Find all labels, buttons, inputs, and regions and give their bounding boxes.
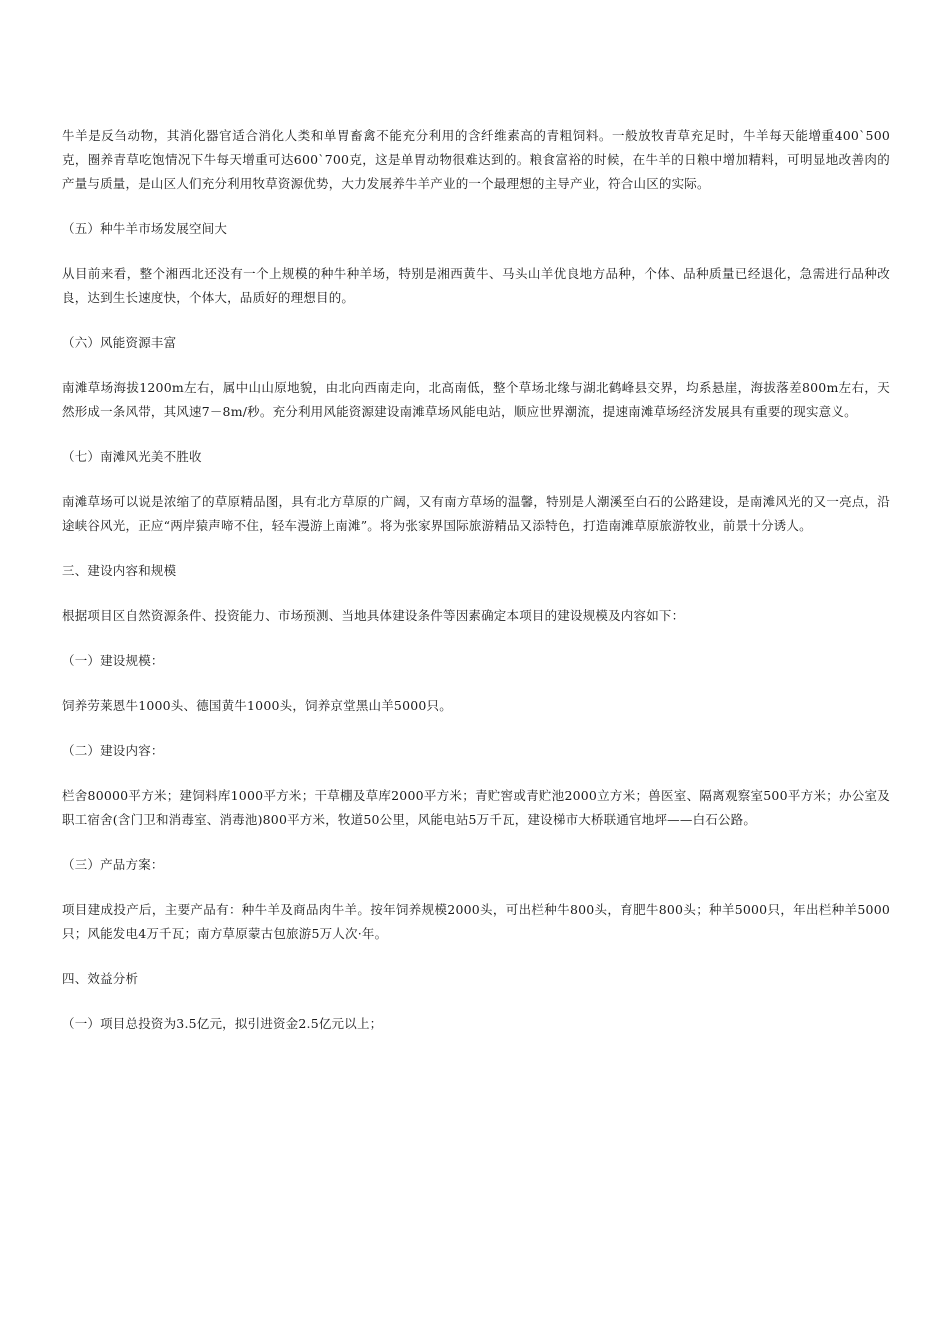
paragraph-breeding-market: 从目前来看，整个湘西北还没有一个上规模的种牛种羊场，特别是湘西黄牛、马头山羊优良地方品种，个体、品种质量已经退化，急需进行品种改良，达到生长速度快，个体大，品质好的理想目的。 (62, 266, 890, 305)
heading-total-investment: （一）项目总投资为3.5亿元，拟引进资金2.5亿元以上； (62, 1016, 383, 1031)
paragraph-construction-scale: 饲养劳莱恩牛1000头、德国黄牛1000头，饲养京堂黑山羊5000只。 (62, 698, 452, 713)
document-body (62, 124, 890, 1036)
heading-benefit-analysis: 四、效益分析 (62, 971, 139, 986)
paragraph-construction-content: 栏舍80000平方米；建饲料库1000平方米；干草棚及草库2000平方米；青贮窖或青贮池2000立方米；兽医室、隔离观察室500平方米；办公室及职工宿舍(含门卫和消毒室、消毒池)800平方米，牧道50公里，风能电站5万千瓦，建设梯市大桥联通官地坪——白石公路。 (62, 788, 890, 827)
paragraph-wind-resources: 南滩草场海拔1200m左右，属中山山原地貌，由北向西南走向，北高南低，整个草场北缘与湖北鹤峰县交界，均系悬崖，海拔落差800m左右，天然形成一条风带，其风速7－8m/秒。充分利用风能资源建设南滩草场风能电站，顺应世界潮流，提速南滩草场经济发展具有重要的现实意义。 (62, 380, 890, 419)
heading-breeding-market: （五）种牛羊市场发展空间大 (62, 221, 228, 236)
heading-product-plan: （三）产品方案： (62, 857, 164, 872)
heading-wind-resources: （六）风能资源丰富 (62, 335, 177, 350)
paragraph-ruminant-benefits: 牛羊是反刍动物，其消化器官适合消化人类和单胃畜禽不能充分利用的含纤维素高的青粗饲料。一般放牧青草充足时，牛羊每天能增重400`500克，圈养青草吃饱情况下牛每天增重可达600`700克，这是单胃动物很难达到的。粮食富裕的时候，在牛羊的日粮中增加精料，可明显地改善肉的产量与质量，是山区人们充分利用牧草资源优势，大力发展养牛羊产业的一个最理想的主导产业，符合山区的实际。 (62, 128, 890, 191)
heading-construction-scope: 三、建设内容和规模 (62, 563, 177, 578)
paragraph-scenery: 南滩草场可以说是浓缩了的草原精品图，具有北方草原的广阔，又有南方草场的温馨，特别是人潮溪至白石的公路建设，是南滩风光的又一亮点，沿途峡谷风光，正应“两岸猿声啼不住，轻车漫游上南滩”。将为张家界国际旅游精品又添特色，打造南滩草原旅游牧业，前景十分诱人。 (62, 494, 890, 533)
paragraph-product-plan: 项目建成投产后，主要产品有：种牛羊及商品肉牛羊。按年饲养规模2000头，可出栏种牛800头，育肥牛800头；种羊5000只，年出栏种羊5000只；风能发电4万千瓦；南方草原蒙古包旅游5万人次·年。 (62, 902, 890, 941)
heading-construction-content: （二）建设内容： (62, 743, 164, 758)
heading-scenery: （七）南滩风光美不胜收 (62, 449, 202, 464)
heading-construction-scale: （一）建设规模： (62, 653, 164, 668)
paragraph-construction-basis: 根据项目区自然资源条件、投资能力、市场预测、当地具体建设条件等因素确定本项目的建设规模及内容如下： (62, 608, 685, 623)
